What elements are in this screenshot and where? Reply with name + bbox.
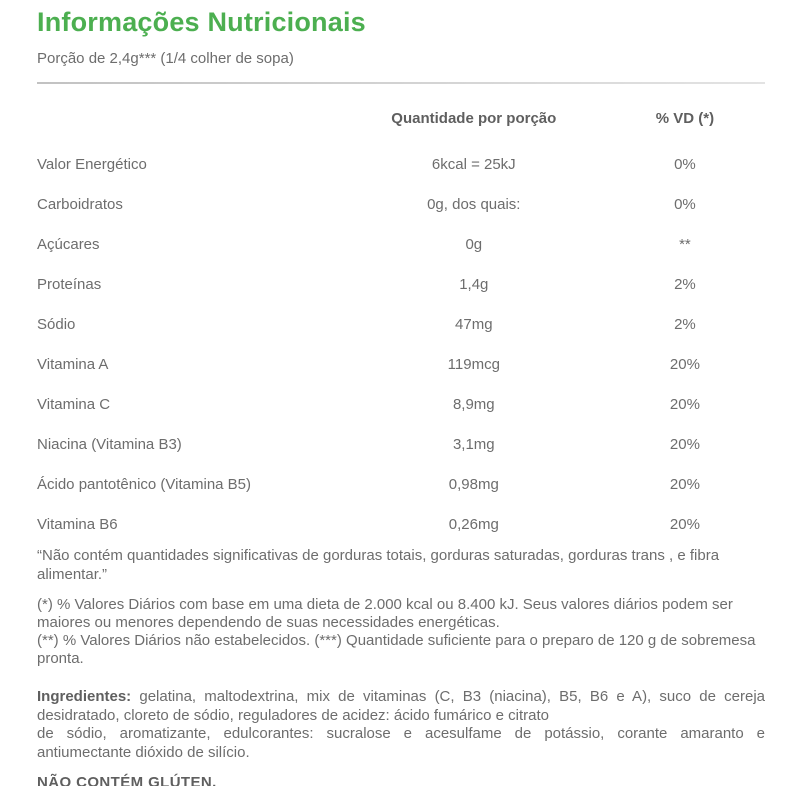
nutrient-label: Sódio xyxy=(37,315,76,333)
table-row xyxy=(37,384,765,424)
nutrient-quantity: 6kcal = 25kJ xyxy=(431,155,516,173)
nutrition-table xyxy=(37,92,765,544)
table-row xyxy=(37,504,765,544)
nutrient-quantity: 119mcg xyxy=(447,355,500,373)
table-row xyxy=(37,344,765,384)
nutrient-dv: 20% xyxy=(669,515,700,533)
nutrient-quantity: 0g, dos quais: xyxy=(427,195,521,213)
nutrient-quantity: 0g xyxy=(465,235,483,253)
nutrient-dv: 0% xyxy=(674,195,696,213)
table-row xyxy=(37,464,765,504)
header-cell-quantity: Quantidade por porção xyxy=(391,109,557,127)
page-title: Informações Nutricionais xyxy=(37,7,366,37)
table-row xyxy=(37,184,765,224)
ingredients-text-part2: de sódio, aromatizante, edulcorantes: sucralose e acesulfame de potássio, corante amaranto e antiumectante dióxido de silício. xyxy=(37,725,765,761)
nutrient-dv: 2% xyxy=(674,315,696,333)
daily-values-footnotes xyxy=(37,596,765,668)
nutrition-table-body xyxy=(37,144,765,544)
ingredients-text-part1: gelatina, maltodextrina, mix de vitaminas (C, B3 (niacina), B5, B6 e A), suco de cereja desidratado, cloreto de sódio, reguladores de acidez: ácido fumárico e citrato xyxy=(37,688,765,724)
nutrient-label: Niacina (Vitamina B3) xyxy=(37,435,182,453)
footnote-daily-values: (*) % Valores Diários com base em uma dieta de 2.000 kcal ou 8.400 kJ. Seus valores diários podem ser maiores ou menores dependendo de suas necessidades energéticas. xyxy=(37,596,733,631)
table-row xyxy=(37,304,765,344)
nutrient-quantity: 8,9mg xyxy=(452,395,495,413)
ingredients-label: Ingredientes: xyxy=(37,688,132,705)
no-significant-amounts-note: “Não contém quantidades significativas de gorduras totais, gorduras saturadas, gorduras trans , e fibra alimentar.” xyxy=(37,547,720,583)
nutrient-label: Ácido pantotênico (Vitamina B5) xyxy=(37,475,252,493)
nutrient-dv: 20% xyxy=(669,395,700,413)
nutrient-label: Vitamina C xyxy=(37,395,111,413)
ingredients-paragraph xyxy=(37,688,765,762)
table-row xyxy=(37,224,765,264)
nutrient-quantity: 3,1mg xyxy=(452,435,495,453)
footnote-not-established: (**) % Valores Diários não estabelecidos. (***) Quantidade suficiente para o preparo de 120 g de sobremesa pronta. xyxy=(37,632,756,667)
nutrient-label: Vitamina B6 xyxy=(37,515,118,533)
table-row xyxy=(37,264,765,304)
nutrient-dv: 20% xyxy=(669,475,700,493)
nutrient-quantity: 47mg xyxy=(455,315,493,333)
nutrient-dv: ** xyxy=(679,235,691,253)
nutrient-label: Proteínas xyxy=(37,275,102,293)
nutrient-label: Vitamina A xyxy=(37,355,109,373)
gluten-free-statement: NÃO CONTÉM GLÚTEN. xyxy=(37,774,217,786)
table-row xyxy=(37,144,765,184)
header-row xyxy=(37,92,765,144)
nutrient-label: Açúcares xyxy=(37,235,100,253)
section-divider xyxy=(37,82,765,84)
header-cell-dv: % VD (*) xyxy=(655,109,715,127)
nutrient-dv: 0% xyxy=(674,155,696,173)
nutrient-label: Valor Energético xyxy=(37,155,147,173)
nutrient-quantity: 1,4g xyxy=(459,275,489,293)
nutrient-label: Carboidratos xyxy=(37,195,123,213)
table-row xyxy=(37,424,765,464)
header-cell-empty xyxy=(37,92,343,144)
nutrient-quantity: 0,26mg xyxy=(448,515,499,533)
nutrient-quantity: 0,98mg xyxy=(448,475,499,493)
nutrition-table-header xyxy=(37,92,765,144)
nutrient-dv: 20% xyxy=(669,435,700,453)
nutrient-dv: 20% xyxy=(669,355,700,373)
serving-size-text: Porção de 2,4g*** (1/4 colher de sopa) xyxy=(37,50,294,67)
nutrient-dv: 2% xyxy=(674,275,696,293)
